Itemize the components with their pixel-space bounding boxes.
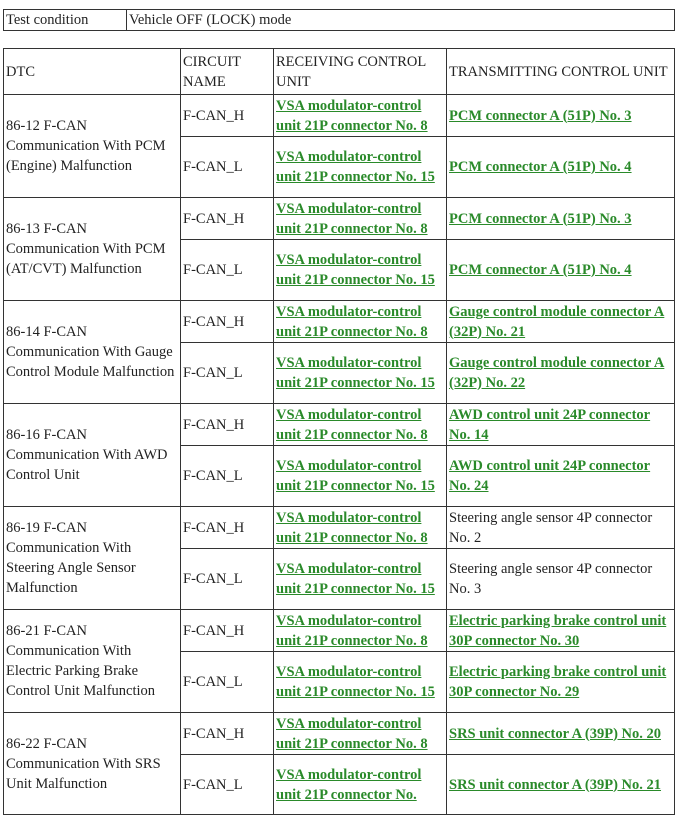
- receiving-unit-link[interactable]: VSA modulator-control unit 21P connector No. 15: [276, 149, 435, 185]
- transmitting-unit-text: Steering angle sensor 4P connector No. 3: [449, 561, 653, 597]
- receiving-unit-cell: [274, 240, 447, 301]
- receiving-unit-link[interactable]: VSA modulator-control unit 21P connector No. 8: [276, 200, 428, 237]
- transmitting-unit-link[interactable]: AWD control unit 24P connector No. 14: [449, 406, 651, 443]
- transmitting-unit-cell: [447, 446, 675, 507]
- transmitting-unit-cell: [447, 198, 675, 240]
- receiving-unit-link[interactable]: VSA modulator-control unit 21P connector No. 8: [276, 97, 428, 134]
- receiving-unit-link[interactable]: VSA modulator-control unit 21P connector No. 8: [276, 406, 428, 443]
- circuit-name-cell: F-CAN_H: [181, 713, 274, 755]
- receiving-unit-link[interactable]: VSA modulator-control unit 21P connector No. 15: [276, 252, 435, 288]
- transmitting-unit-cell: [447, 549, 675, 610]
- receiving-unit-link[interactable]: VSA modulator-control unit 21P connector No. 15: [276, 458, 435, 494]
- receiving-unit-cell: [274, 95, 447, 137]
- transmitting-unit-cell: [447, 610, 675, 652]
- transmitting-unit-cell: [447, 137, 675, 198]
- dtc-cell: 86-14 F-CAN Communication With Gauge Control Module Malfunction: [4, 301, 181, 404]
- header-dtc: DTC: [4, 49, 181, 95]
- transmitting-unit-cell: [447, 301, 675, 343]
- test-condition-label: Test condition: [4, 10, 127, 31]
- transmitting-unit-link[interactable]: PCM connector A (51P) No. 3: [449, 107, 632, 124]
- test-condition-row: [4, 10, 675, 31]
- transmitting-unit-cell: [447, 240, 675, 301]
- header-circuit-name: CIRCUIT NAME: [181, 49, 274, 95]
- receiving-unit-cell: [274, 610, 447, 652]
- dtc-table: [3, 48, 675, 815]
- receiving-unit-cell: [274, 446, 447, 507]
- dtc-cell: 86-21 F-CAN Communication With Electric Parking Brake Control Unit Malfunction: [4, 610, 181, 713]
- transmitting-unit-link[interactable]: Electric parking brake control unit 30P connector No. 30: [449, 612, 667, 649]
- transmitting-unit-cell: [447, 95, 675, 137]
- transmitting-unit-cell: [447, 755, 675, 815]
- receiving-unit-cell: [274, 755, 447, 815]
- transmitting-unit-link[interactable]: PCM connector A (51P) No. 4: [449, 262, 632, 278]
- circuit-name-cell: F-CAN_H: [181, 198, 274, 240]
- dtc-cell: 86-13 F-CAN Communication With PCM (AT/CVT) Malfunction: [4, 198, 181, 301]
- circuit-name-cell: F-CAN_H: [181, 404, 274, 446]
- transmitting-unit-cell: [447, 343, 675, 404]
- table-row: [4, 404, 675, 446]
- dtc-cell: 86-12 F-CAN Communication With PCM (Engine) Malfunction: [4, 95, 181, 198]
- header-transmitting-unit: TRANSMITTING CONTROL UNIT: [447, 49, 675, 95]
- receiving-unit-cell: [274, 137, 447, 198]
- dtc-cell: 86-16 F-CAN Communication With AWD Control Unit: [4, 404, 181, 507]
- test-condition-value: Vehicle OFF (LOCK) mode: [127, 10, 675, 31]
- transmitting-unit-link[interactable]: Electric parking brake control unit 30P connector No. 29: [449, 664, 667, 700]
- transmitting-unit-link[interactable]: PCM connector A (51P) No. 4: [449, 159, 632, 175]
- test-condition-table: [3, 9, 675, 31]
- receiving-unit-link[interactable]: VSA modulator-control unit 21P connector No. 8: [276, 612, 428, 649]
- table-row: [4, 198, 675, 240]
- transmitting-unit-link[interactable]: Gauge control module connector A (32P) No. 22: [449, 355, 665, 391]
- header-receiving-unit: RECEIVING CONTROL UNIT: [274, 49, 447, 95]
- circuit-name-cell: F-CAN_H: [181, 301, 274, 343]
- receiving-unit-cell: [274, 198, 447, 240]
- dtc-table-body: [4, 95, 675, 815]
- table-row: [4, 301, 675, 343]
- transmitting-unit-cell: [447, 652, 675, 713]
- transmitting-unit-cell: [447, 713, 675, 755]
- circuit-name-cell: F-CAN_H: [181, 95, 274, 137]
- receiving-unit-cell: [274, 404, 447, 446]
- receiving-unit-link[interactable]: VSA modulator-control unit 21P connector No. 15: [276, 355, 435, 391]
- dtc-cell: 86-19 F-CAN Communication With Steering Angle Sensor Malfunction: [4, 507, 181, 610]
- circuit-name-cell: F-CAN_L: [181, 240, 274, 301]
- circuit-name-cell: F-CAN_L: [181, 137, 274, 198]
- receiving-unit-cell: [274, 343, 447, 404]
- receiving-unit-cell: [274, 713, 447, 755]
- table-row: [4, 95, 675, 137]
- receiving-unit-link[interactable]: VSA modulator-control unit 21P connector No. 15: [276, 664, 435, 700]
- circuit-name-cell: F-CAN_L: [181, 343, 274, 404]
- table-row: [4, 610, 675, 652]
- transmitting-unit-link[interactable]: AWD control unit 24P connector No. 24: [449, 458, 651, 494]
- receiving-unit-link[interactable]: VSA modulator-control unit 21P connector No. 15: [276, 561, 435, 597]
- circuit-name-cell: F-CAN_L: [181, 446, 274, 507]
- receiving-unit-link[interactable]: VSA modulator-control unit 21P connector No. 8: [276, 715, 428, 752]
- circuit-name-cell: F-CAN_L: [181, 755, 274, 815]
- circuit-name-cell: F-CAN_L: [181, 549, 274, 610]
- table-row: [4, 713, 675, 755]
- receiving-unit-cell: [274, 652, 447, 713]
- table-row: [4, 507, 675, 549]
- transmitting-unit-cell: [447, 507, 675, 549]
- receiving-unit-cell: [274, 301, 447, 343]
- receiving-unit-cell: [274, 549, 447, 610]
- transmitting-unit-text: Steering angle sensor 4P connector No. 2: [449, 509, 653, 546]
- transmitting-unit-link[interactable]: PCM connector A (51P) No. 3: [449, 210, 632, 227]
- circuit-name-cell: F-CAN_H: [181, 507, 274, 549]
- circuit-name-cell: F-CAN_H: [181, 610, 274, 652]
- circuit-name-cell: F-CAN_L: [181, 652, 274, 713]
- transmitting-unit-link[interactable]: SRS unit connector A (39P) No. 20: [449, 725, 662, 742]
- receiving-unit-cell: [274, 507, 447, 549]
- header-row: [4, 49, 675, 95]
- receiving-unit-link[interactable]: VSA modulator-control unit 21P connector No. 8: [276, 509, 428, 546]
- receiving-unit-link[interactable]: VSA modulator-control unit 21P connector No. 8: [276, 303, 428, 340]
- transmitting-unit-cell: [447, 404, 675, 446]
- receiving-unit-link[interactable]: VSA modulator-control unit 21P connector No.: [276, 766, 422, 803]
- transmitting-unit-link[interactable]: Gauge control module connector A (32P) No. 21: [449, 303, 665, 340]
- dtc-cell: 86-22 F-CAN Communication With SRS Unit Malfunction: [4, 713, 181, 815]
- transmitting-unit-link[interactable]: SRS unit connector A (39P) No. 21: [449, 776, 662, 793]
